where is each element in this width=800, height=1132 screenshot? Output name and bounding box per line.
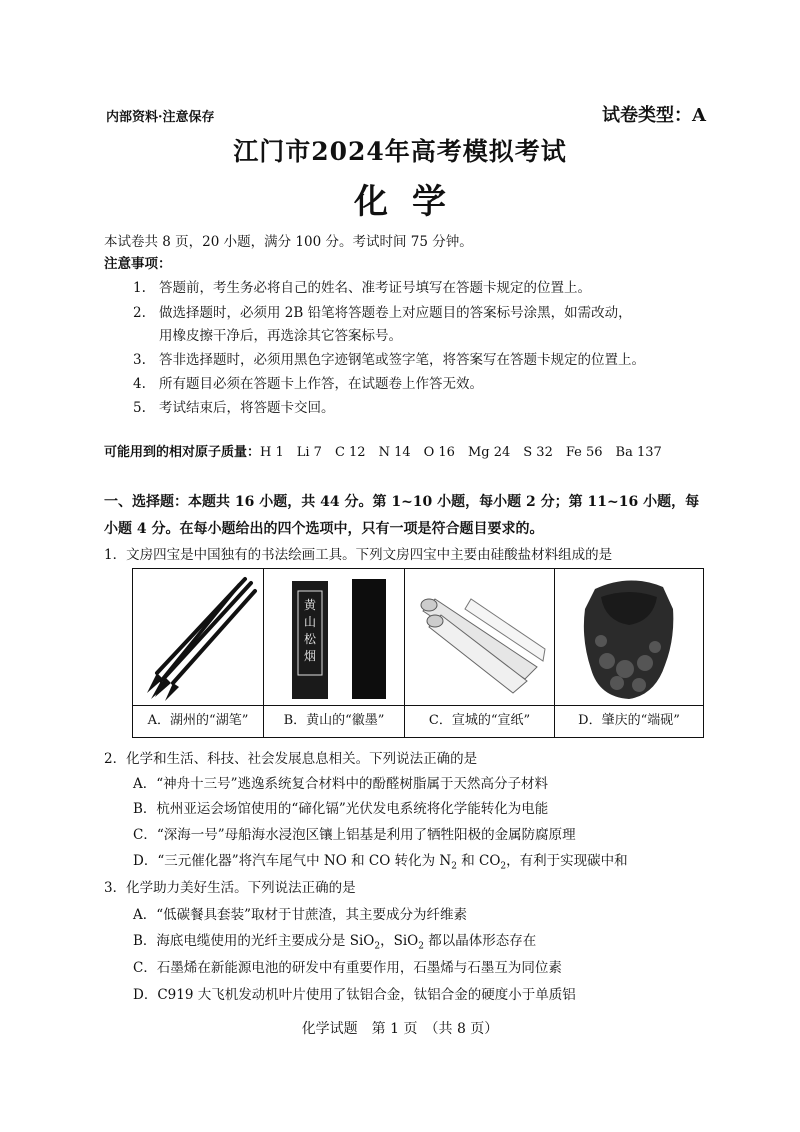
option-c-cell <box>405 569 555 737</box>
option-a-cell <box>133 569 264 737</box>
ink-stick-inscription: 黄山松烟 <box>303 598 316 663</box>
question-1-image-table <box>132 568 704 738</box>
question-2-option-b: B．杭州亚运会场馆使用的“碲化镉”光伏发电系统将化学能转化为电能 <box>133 801 549 817</box>
option-a-caption: A．湖州的“湖笔” <box>133 705 263 737</box>
ink-stick-image <box>264 569 404 707</box>
exam-info: 本试卷共 8 页，20 小题，满分 100 分。考试时间 75 分钟。 <box>104 234 473 250</box>
option-c-caption: C．宣城的“宣纸” <box>405 705 554 737</box>
note-item: 2. 做选择题时，必须用 2B 铅笔将答题卷上对应题目的答案标号涂黑，如需改动， <box>133 305 632 321</box>
question-3-option-b: B．海底电缆使用的光纤主要成分是 SiO$_2$，SiO$_2$ 都以晶体形态存在 <box>133 933 537 952</box>
notes-title: 注意事项： <box>104 256 172 272</box>
question-1-stem: 1．文房四宝是中国独有的书法绘画工具。下列文房四宝中主要由硅酸盐材料组成的是 <box>104 547 613 563</box>
subject-title: 化学 <box>354 182 470 222</box>
question-3-option-c: C．石墨烯在新能源电池的研发中有重要作用，石墨烯与石墨互为同位素 <box>133 960 562 976</box>
note-item: 3. 答非选择题时，必须用黑色字迹钢笔或签字笔，将答案写在答题卡规定的位置上。 <box>133 352 645 368</box>
paper-type-label: 试卷类型：A <box>602 105 706 126</box>
note-item: 5. 考试结束后，将答题卡交回。 <box>133 400 335 416</box>
option-b-cell <box>264 569 405 737</box>
question-3-stem: 3．化学助力美好生活。下列说法正确的是 <box>104 880 356 896</box>
header-left-note: 内部资料·注意保存 <box>106 110 215 125</box>
section-heading-cont: 小题 4 分。在每小题给出的四个选项中，只有一项是符合题目要求的。 <box>104 521 544 537</box>
section-heading: 一、选择题：本题共 16 小题，共 44 分。第 1~10 小题，每小题 2 分；第 11~16 小题，每 <box>104 494 700 510</box>
question-3-option-a: A．“低碳餐具套装”取材于甘蔗渣，其主要成分为纤维素 <box>133 907 468 923</box>
note-item: 4. 所有题目必须在答题卡上作答，在试题卷上作答无效。 <box>133 376 483 392</box>
question-2-option-d: D．“三元催化器”将汽车尾气中 NO 和 CO 转化为 $N_2$ 和 $CO_2$，有利于实现碳中和 <box>133 853 628 872</box>
option-d-cell <box>555 569 703 737</box>
page-footer: 化学试题 第 1 页 （共 8 页） <box>301 1021 499 1037</box>
question-3-option-d: D．C919 大飞机发动机叶片使用了钛铝合金，钛铝合金的硬度小于单质铝 <box>133 987 576 1003</box>
note-item: 用橡皮擦干净后，再选涂其它答案标号。 <box>159 328 402 344</box>
option-b-caption: B．黄山的“徽墨” <box>264 705 404 737</box>
option-d-caption: D．肇庆的“端砚” <box>555 705 703 737</box>
question-2-option-a: A．“神舟十三号”逃逸系统复合材料中的酚醛树脂属于天然高分子材料 <box>133 776 549 792</box>
question-2-stem: 2．化学和生活、科技、社会发展息息相关。下列说法正确的是 <box>104 751 478 767</box>
inkstone-image <box>555 569 703 707</box>
exam-title: 江门市2024年高考模拟考试 <box>233 137 567 166</box>
brush-pens-image <box>133 569 263 707</box>
paper-rolls-image <box>405 569 554 707</box>
question-2-option-c: C．“深海一号”母船海水浸泡区镶上铝基是利用了牺牲阳极的金属防腐原理 <box>133 827 576 843</box>
atomic-masses: 可能用到的相对原子质量：H 1 Li 7 C 12 N 14 O 16 Mg 24 S 32 Fe 56 Ba 137 <box>104 445 662 460</box>
note-item: 1. 答题前，考生务必将自己的姓名、准考证号填写在答题卡规定的位置上。 <box>133 280 591 296</box>
